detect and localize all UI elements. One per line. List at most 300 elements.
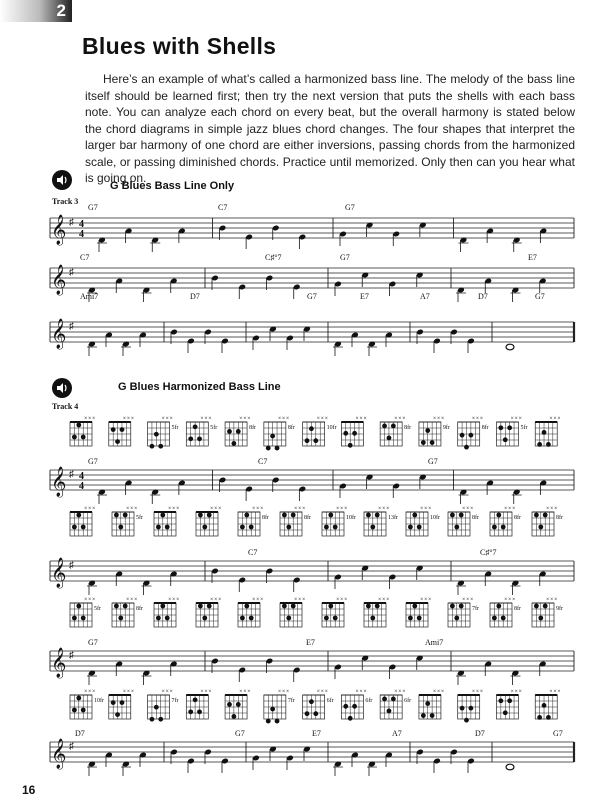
finger-dot xyxy=(118,525,123,530)
chord-symbol: G7 xyxy=(345,203,355,212)
chord-diagram xyxy=(225,689,250,719)
chord-diagram xyxy=(341,416,366,448)
fret-number: 5fr xyxy=(520,425,528,431)
chord-diagram xyxy=(380,689,411,719)
finger-dot xyxy=(501,616,506,621)
fret-number: 6fr xyxy=(404,698,412,704)
finger-dot xyxy=(197,709,202,714)
chord-symbol: G7 xyxy=(553,729,563,738)
muted-string-mark: × xyxy=(260,506,264,512)
chord-diagram xyxy=(458,416,489,450)
muted-string-mark: × xyxy=(88,597,92,603)
finger-dot xyxy=(240,525,245,530)
time-signature-top: 4 xyxy=(79,219,84,230)
chord-symbol: C7 xyxy=(218,203,228,212)
finger-dot xyxy=(382,424,387,429)
chord-diagram xyxy=(70,597,101,627)
chord-diagram xyxy=(448,506,479,536)
finger-dot xyxy=(291,604,296,609)
muted-string-mark: × xyxy=(168,597,172,603)
muted-string-mark: × xyxy=(546,506,550,512)
finger-dot xyxy=(114,513,119,518)
chord-symbol: G7 xyxy=(340,253,350,262)
muted-string-mark: × xyxy=(378,506,382,512)
finger-dot xyxy=(309,699,314,704)
muted-string-mark: × xyxy=(398,416,402,422)
chord-diagram xyxy=(490,597,521,627)
muted-string-mark: × xyxy=(88,689,92,695)
muted-string-mark: × xyxy=(172,506,176,512)
track-label: Track 3 xyxy=(52,197,79,206)
fret-number: 8fr xyxy=(287,425,295,431)
chord-symbol: E7 xyxy=(360,292,369,301)
finger-dot xyxy=(328,513,333,518)
key-signature-sharp: ♯ xyxy=(69,267,74,278)
chord-diagram xyxy=(109,416,134,446)
muted-string-mark: × xyxy=(122,689,127,695)
muted-string-mark: × xyxy=(92,689,96,695)
finger-dot xyxy=(114,604,119,609)
muted-string-mark: × xyxy=(336,597,340,603)
section-heading-bass-line: G Blues Bass Line Only xyxy=(110,180,235,192)
fret-number: 9fr xyxy=(442,425,450,431)
muted-string-mark: × xyxy=(549,416,553,422)
muted-string-mark: × xyxy=(514,416,518,422)
muted-string-mark: × xyxy=(243,689,247,695)
finger-dot xyxy=(207,513,212,518)
finger-dot xyxy=(328,604,333,609)
fret-number: 10fr xyxy=(346,515,356,521)
finger-dot xyxy=(81,616,86,621)
finger-dot xyxy=(227,429,232,434)
finger-dot xyxy=(193,697,198,702)
muted-string-mark: × xyxy=(470,506,474,512)
finger-dot xyxy=(249,525,254,530)
chord-diagram xyxy=(70,416,95,446)
chord-symbol: A7 xyxy=(420,292,430,301)
fret-number: 8fr xyxy=(481,425,489,431)
muted-string-mark: × xyxy=(344,597,348,603)
muted-string-mark: × xyxy=(252,506,256,512)
muted-string-mark: × xyxy=(479,689,484,695)
chord-symbol: E7 xyxy=(528,253,537,262)
muted-string-mark: × xyxy=(471,689,476,695)
chord-diagram xyxy=(280,597,305,627)
muted-string-mark: × xyxy=(316,689,321,695)
finger-dot xyxy=(382,697,387,702)
chord-diagram xyxy=(303,416,337,446)
muted-string-mark: × xyxy=(420,506,424,512)
whole-note xyxy=(506,344,514,350)
treble-clef: 𝄞 xyxy=(51,265,67,294)
muted-string-mark: × xyxy=(218,506,222,512)
muted-string-mark: × xyxy=(84,506,88,512)
muted-string-mark: × xyxy=(200,689,204,695)
finger-dot xyxy=(286,525,291,530)
muted-string-mark: × xyxy=(470,597,474,603)
finger-dot xyxy=(498,425,503,430)
muted-string-mark: × xyxy=(432,689,437,695)
muted-string-mark: × xyxy=(402,416,406,422)
finger-dot xyxy=(366,604,371,609)
muted-string-mark: × xyxy=(126,416,131,422)
muted-string-mark: × xyxy=(277,689,282,695)
chord-diagram xyxy=(186,416,217,446)
finger-dot xyxy=(537,715,542,720)
chord-diagram xyxy=(364,506,398,536)
finger-dot xyxy=(375,604,380,609)
muted-string-mark: × xyxy=(92,506,96,512)
muted-string-mark: × xyxy=(252,597,256,603)
muted-string-mark: × xyxy=(428,597,432,603)
muted-string-mark: × xyxy=(134,597,138,603)
treble-clef: 𝄞 xyxy=(51,215,67,244)
finger-dot xyxy=(496,513,501,518)
muted-string-mark: × xyxy=(176,597,180,603)
finger-dot xyxy=(421,440,426,445)
finger-dot xyxy=(534,513,539,518)
chord-diagram xyxy=(380,416,411,446)
muted-string-mark: × xyxy=(281,416,286,422)
chord-symbol: E7 xyxy=(306,638,315,647)
chord-symbol: G7 xyxy=(88,638,98,647)
finger-dot xyxy=(275,719,280,724)
muted-string-mark: × xyxy=(518,689,522,695)
muted-string-mark: × xyxy=(378,597,382,603)
finger-dot xyxy=(118,616,123,621)
muted-string-mark: × xyxy=(504,506,508,512)
muted-string-mark: × xyxy=(324,689,329,695)
muted-string-mark: × xyxy=(432,416,437,422)
muted-string-mark: × xyxy=(359,416,363,422)
chord-diagram xyxy=(535,416,560,447)
finger-dot xyxy=(193,424,198,429)
chord-diagram xyxy=(532,597,563,627)
finger-dot xyxy=(197,436,202,441)
chord-symbol: C♯°7 xyxy=(480,548,497,557)
muted-string-mark: × xyxy=(424,597,428,603)
finger-dot xyxy=(236,702,241,707)
chord-diagram xyxy=(364,597,389,627)
muted-string-mark: × xyxy=(546,597,550,603)
finger-dot xyxy=(81,435,86,440)
finger-dot xyxy=(156,525,161,530)
finger-dot xyxy=(408,525,413,530)
finger-dot xyxy=(282,513,287,518)
finger-dot xyxy=(72,525,77,530)
muted-string-mark: × xyxy=(210,506,214,512)
finger-dot xyxy=(198,513,203,518)
finger-dot xyxy=(542,430,547,435)
muted-string-mark: × xyxy=(344,506,348,512)
muted-string-mark: × xyxy=(126,597,130,603)
finger-dot xyxy=(498,698,503,703)
chord-symbol: G7 xyxy=(88,457,98,466)
finger-dot xyxy=(417,525,422,530)
finger-dot xyxy=(270,707,275,712)
finger-dot xyxy=(202,525,207,530)
muted-string-mark: × xyxy=(557,689,561,695)
muted-string-mark: × xyxy=(294,506,298,512)
muted-string-mark: × xyxy=(436,689,441,695)
finger-dot xyxy=(111,700,116,705)
treble-clef: 𝄞 xyxy=(51,558,67,587)
finger-dot xyxy=(150,444,155,449)
muted-string-mark: × xyxy=(549,689,553,695)
finger-dot xyxy=(160,604,165,609)
finger-dot xyxy=(324,616,329,621)
chord-diagram xyxy=(70,506,95,536)
muted-string-mark: × xyxy=(239,416,243,422)
muted-string-mark: × xyxy=(169,416,173,422)
finger-dot xyxy=(343,431,348,436)
muted-string-mark: × xyxy=(508,506,512,512)
finger-dot xyxy=(408,616,413,621)
finger-dot xyxy=(76,423,81,428)
chord-diagram xyxy=(238,506,269,536)
chord-symbol: D7 xyxy=(475,729,485,738)
finger-dot xyxy=(158,717,163,722)
finger-dot xyxy=(270,434,275,439)
finger-dot xyxy=(538,525,543,530)
muted-string-mark: × xyxy=(161,416,165,422)
finger-dot xyxy=(120,700,125,705)
muted-string-mark: × xyxy=(504,597,508,603)
finger-dot xyxy=(154,432,159,437)
key-signature-sharp: ♯ xyxy=(69,321,74,332)
fret-number: 8fr xyxy=(404,425,412,431)
finger-dot xyxy=(156,616,161,621)
finger-dot xyxy=(266,719,271,724)
muted-string-mark: × xyxy=(466,506,470,512)
finger-dot xyxy=(450,513,455,518)
fret-number: 7fr xyxy=(171,698,179,704)
finger-dot xyxy=(507,425,512,430)
finger-dot xyxy=(72,616,77,621)
chord-symbol: C♯°7 xyxy=(265,253,282,262)
finger-dot xyxy=(305,711,310,716)
finger-dot xyxy=(81,525,86,530)
finger-dot xyxy=(115,712,120,717)
muted-string-mark: × xyxy=(512,506,516,512)
finger-dot xyxy=(468,706,473,711)
muted-string-mark: × xyxy=(214,597,218,603)
finger-dot xyxy=(468,433,473,438)
finger-dot xyxy=(430,440,435,445)
muted-string-mark: × xyxy=(359,689,363,695)
fret-number: 8fr xyxy=(514,606,521,612)
muted-string-mark: × xyxy=(200,416,204,422)
chord-diagram xyxy=(532,506,563,536)
muted-string-mark: × xyxy=(402,689,406,695)
muted-string-mark: × xyxy=(204,416,208,422)
muted-string-mark: × xyxy=(475,416,480,422)
finger-dot xyxy=(188,436,193,441)
muted-string-mark: × xyxy=(92,597,96,603)
finger-dot xyxy=(333,525,338,530)
time-signature-top: 4 xyxy=(79,471,84,482)
muted-string-mark: × xyxy=(239,689,243,695)
chord-diagram xyxy=(419,689,444,719)
finger-dot xyxy=(543,604,548,609)
chord-diagram xyxy=(109,689,134,719)
finger-dot xyxy=(286,616,291,621)
muted-string-mark: × xyxy=(130,416,135,422)
muted-string-mark: × xyxy=(471,416,476,422)
muted-string-mark: × xyxy=(277,416,282,422)
whole-note xyxy=(506,764,514,770)
chord-diagram xyxy=(490,506,521,536)
muted-string-mark: × xyxy=(88,416,92,422)
muted-string-mark: × xyxy=(398,689,402,695)
chord-diagram xyxy=(148,416,179,449)
finger-dot xyxy=(460,433,465,438)
finger-dot xyxy=(244,604,249,609)
finger-dot xyxy=(81,708,86,713)
chord-symbol: D7 xyxy=(478,292,488,301)
section-heading-harmonized: G Blues Harmonized Bass Line xyxy=(118,381,281,393)
muted-string-mark: × xyxy=(382,597,386,603)
muted-string-mark: × xyxy=(462,597,466,603)
muted-string-mark: × xyxy=(436,416,441,422)
finger-dot xyxy=(417,616,422,621)
chord-diagram xyxy=(196,597,221,627)
chord-symbol: D7 xyxy=(75,729,85,738)
finger-dot xyxy=(454,616,459,621)
finger-dot xyxy=(503,710,508,715)
finger-dot xyxy=(507,698,512,703)
finger-dot xyxy=(313,438,318,443)
finger-dot xyxy=(343,704,348,709)
chord-symbol: G7 xyxy=(88,203,98,212)
finger-dot xyxy=(244,513,249,518)
muted-string-mark: × xyxy=(394,689,398,695)
muted-string-mark: × xyxy=(557,416,561,422)
finger-dot xyxy=(305,438,310,443)
finger-dot xyxy=(492,616,497,621)
chord-symbol: D7 xyxy=(190,292,200,301)
finger-dot xyxy=(240,616,245,621)
fret-number: 5fr xyxy=(136,515,143,521)
muted-string-mark: × xyxy=(298,597,302,603)
key-signature-sharp: ♯ xyxy=(69,560,74,571)
chord-symbol: G7 xyxy=(428,457,438,466)
muted-string-mark: × xyxy=(420,597,424,603)
finger-dot xyxy=(421,713,426,718)
finger-dot xyxy=(537,442,542,447)
muted-string-mark: × xyxy=(355,416,359,422)
finger-dot xyxy=(120,427,125,432)
treble-clef: 𝄞 xyxy=(51,467,67,496)
finger-dot xyxy=(123,513,128,518)
chord-diagram xyxy=(196,506,221,536)
treble-clef: 𝄞 xyxy=(51,648,67,677)
muted-string-mark: × xyxy=(165,416,169,422)
finger-dot xyxy=(158,444,163,449)
fret-number: 10fr xyxy=(326,425,337,431)
finger-dot xyxy=(160,513,165,518)
finger-dot xyxy=(72,435,77,440)
finger-dot xyxy=(450,604,455,609)
chord-symbol: E7 xyxy=(312,729,321,738)
muted-string-mark: × xyxy=(394,416,398,422)
fret-number: 8fr xyxy=(472,515,479,521)
muted-string-mark: × xyxy=(320,689,325,695)
chord-diagram xyxy=(341,689,372,721)
finger-dot xyxy=(188,709,193,714)
finger-dot xyxy=(227,702,232,707)
muted-string-mark: × xyxy=(210,597,214,603)
muted-string-mark: × xyxy=(553,416,557,422)
finger-dot xyxy=(387,709,392,714)
chord-diagram xyxy=(458,689,483,723)
muted-string-mark: × xyxy=(510,689,514,695)
finger-dot xyxy=(543,513,548,518)
chord-diagram xyxy=(419,416,450,446)
muted-string-mark: × xyxy=(161,689,165,695)
finger-dot xyxy=(309,426,314,431)
finger-dot xyxy=(231,714,236,719)
muted-string-mark: × xyxy=(204,689,208,695)
finger-dot xyxy=(391,697,396,702)
muted-string-mark: × xyxy=(466,597,470,603)
chord-symbol: Ami7 xyxy=(425,638,444,647)
finger-dot xyxy=(387,436,392,441)
muted-string-mark: × xyxy=(324,416,329,422)
muted-string-mark: × xyxy=(462,506,466,512)
finger-dot xyxy=(154,705,159,710)
muted-string-mark: × xyxy=(134,506,138,512)
muted-string-mark: × xyxy=(247,416,251,422)
finger-dot xyxy=(464,718,469,723)
muted-string-mark: × xyxy=(554,597,558,603)
fret-number: 8fr xyxy=(556,515,563,521)
treble-clef: 𝄞 xyxy=(51,739,67,768)
fret-number: 5fr xyxy=(171,425,179,431)
muted-string-mark: × xyxy=(363,416,367,422)
finger-dot xyxy=(76,513,81,518)
muted-string-mark: × xyxy=(386,506,390,512)
muted-string-mark: × xyxy=(243,416,247,422)
finger-dot xyxy=(352,704,357,709)
fret-number: 8fr xyxy=(304,515,311,521)
muted-string-mark: × xyxy=(84,416,88,422)
finger-dot xyxy=(72,708,77,713)
muted-string-mark: × xyxy=(168,506,172,512)
chord-diagram xyxy=(186,689,211,719)
fret-number: 8fr xyxy=(249,425,257,431)
muted-string-mark: × xyxy=(285,689,290,695)
chord-diagram xyxy=(448,597,479,627)
finger-dot xyxy=(275,446,280,451)
chord-diagram xyxy=(264,416,295,450)
finger-dot xyxy=(76,604,81,609)
finger-dot xyxy=(366,513,371,518)
chord-diagram xyxy=(406,597,431,627)
chord-symbol: C7 xyxy=(258,457,268,466)
chord-symbol: C7 xyxy=(248,548,258,557)
finger-dot xyxy=(123,604,128,609)
finger-dot xyxy=(76,696,81,701)
muted-string-mark: × xyxy=(208,689,212,695)
chord-diagram xyxy=(148,689,179,722)
key-signature-sharp: ♯ xyxy=(69,217,74,228)
muted-string-mark: × xyxy=(340,597,344,603)
muted-string-mark: × xyxy=(130,689,135,695)
finger-dot xyxy=(496,604,501,609)
fret-number: 8fr xyxy=(514,515,521,521)
muted-string-mark: × xyxy=(208,416,212,422)
